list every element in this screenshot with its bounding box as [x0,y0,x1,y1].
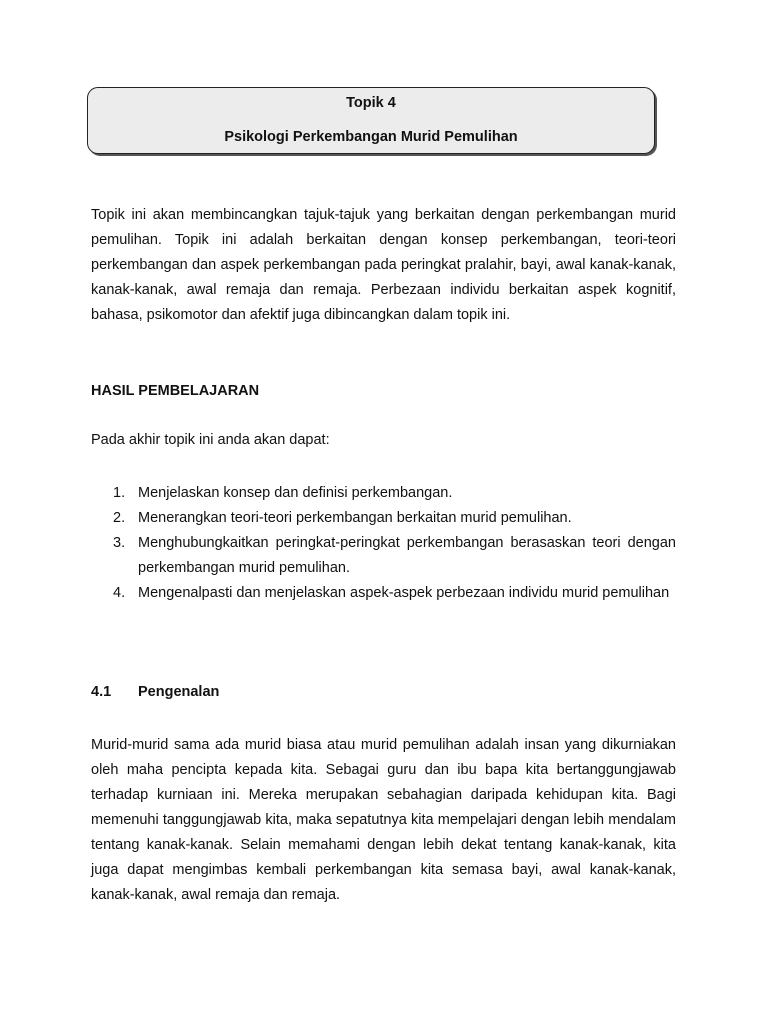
section-heading [91,684,219,700]
section-title: Pengenalan [138,684,220,700]
list-item-number: 3. [113,535,126,551]
topic-title-box [87,87,655,154]
list-item [91,481,676,506]
topic-label: Topik 4 [346,95,396,111]
learning-outcomes-list [91,481,676,606]
topic-title: Psikologi Perkembangan Murid Pemulihan [224,129,518,145]
list-item [91,531,676,581]
learning-outcomes-heading: HASIL PEMBELAJARAN [91,383,260,399]
learning-outcomes-lead: Pada akhir topik ini anda akan dapat: [91,432,330,448]
list-item-number: 4. [113,585,126,601]
list-item-number: 2. [113,510,126,526]
list-item [91,581,676,606]
section-number: 4.1 [91,684,112,700]
list-item-text: Menerangkan teori-teori perkembangan berkaitan murid pemulihan. [138,510,572,526]
list-item-number: 1. [113,485,126,501]
list-item [91,506,676,531]
list-item-text: Mengenalpasti dan menjelaskan aspek-aspek perbezaan individu murid pemulihan [138,585,670,601]
section-paragraph: Murid-murid sama ada murid biasa atau murid pemulihan adalah insan yang dikurniakan oleh maha pencipta kepada kita. Sebagai guru dan ibu bapa kita bertanggungjawab terhadap kurniaan ini. Mereka merupakan sebahagian daripada kehidupan kita. Bagi memenuhi tanggungjawab kita, maka sepatutnya kita mempelajari dengan lebih mendalam tentang kanak-kanak. Selain memahami dengan lebih dekat tentang kanak-kanak, kita juga dapat mengimbas kembali perkembangan kita semasa bayi, awal kanak-kanak, kanak-kanak, awal remaja dan remaja. [91,737,676,903]
list-item-text: Menjelaskan konsep dan definisi perkembangan. [138,485,453,501]
intro-paragraph: Topik ini akan membincangkan tajuk-tajuk yang berkaitan dengan perkembangan murid pemulihan. Topik ini adalah berkaitan dengan konsep perkembangan, teori-teori perkembangan dan aspek perkembangan pada peringkat pralahir, bayi, awal kanak-kanak, kanak-kanak, awal remaja dan remaja. Perbezaan individu berkaitan aspek kognitif, bahasa, psikomotor dan afektif juga dibincangkan dalam topik ini. [91,207,676,323]
list-item-text: Menghubungkaitkan peringkat-peringkat perkembangan berasaskan teori dengan perkembangan murid pemulihan. [138,535,676,576]
